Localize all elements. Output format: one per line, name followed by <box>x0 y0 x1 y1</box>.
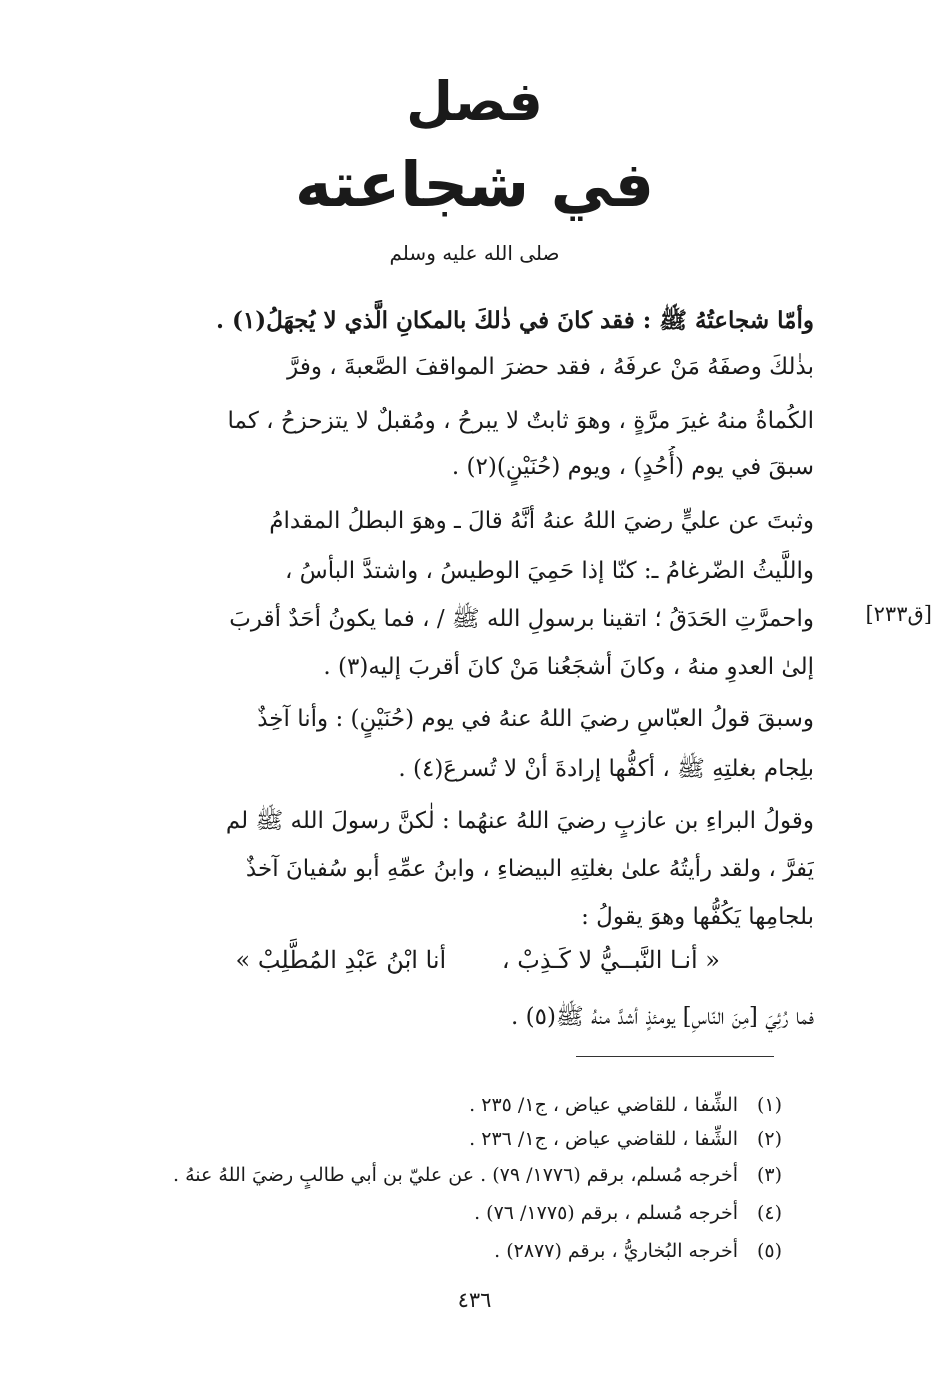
footnote-text: أخرجه مُسلم، برقم (١٧٧٦/ ٧٩) . عن عليّ بن أبي طالبٍ رضيَ اللهُ عنهُ . <box>173 1164 738 1186</box>
paragraph-line: سبقَ في يوم (أُحُدٍ) ، ويوم (حُنَيْنٍ)(٢) . <box>451 454 814 480</box>
paragraph-line: الكُماةُ منهُ غيرَ مرَّةٍ ، وهوَ ثابتٌ لا يبرحُ ، ومُقبلٌ لا يتزحزحُ ، كما <box>227 408 814 434</box>
footnote-separator <box>576 1056 774 1057</box>
paragraph-line: يَفرَّ ، ولقد رأيتُهُ علىٰ بغلتِهِ البيضاءِ ، وابنُ عمِّهِ أبو سُفيانَ آخذٌ <box>245 856 814 882</box>
footnote <box>110 1198 782 1228</box>
closing-text <box>118 996 814 1040</box>
footnote <box>110 1236 782 1266</box>
footnote-number: (٥) <box>756 1240 782 1262</box>
verse <box>200 938 720 982</box>
footnote <box>110 1090 782 1120</box>
main-text <box>118 300 814 940</box>
footnote-text: أخرجه مُسلم ، برقم (١٧٧٥/ ٧٦) . <box>474 1202 738 1224</box>
footnote-text: الشِّفا ، للقاضي عياض ، ج١/ ٢٣٦ . <box>469 1128 738 1150</box>
paragraph-line: فما رُئِيَ [مِنَ النّاسِ] يومئذٍ أشدَّ منهُ ﷺ(٥) . <box>511 1004 814 1030</box>
paragraph-line: وثبتَ عن عليٍّ رضيَ اللهُ عنهُ أنَّهُ قالَ ـ وهوَ البطلُ المقدامُ <box>269 508 814 534</box>
footnote-number: (٢) <box>756 1128 782 1150</box>
paragraph-line: واللَّيثُ الضّرغامُ ـ: كنّا إذا حَمِيَ الوطيسُ ، واشتدَّ البأسُ ، <box>284 558 814 584</box>
paragraph-line: إلىٰ العدوِ منهُ ، وكانَ أشجَعُنا مَنْ كانَ أقربَ إليه(٣) . <box>323 654 814 680</box>
manuscript-folio-marker: [ق٢٣٣] <box>865 602 932 626</box>
paragraph-line: وسبقَ قولُ العبّاسِ رضيَ اللهُ عنهُ في يوم (حُنَيْنٍ) : وأنا آخِذٌ <box>257 706 814 732</box>
verse-hemistich-left: أنا ابْنُ عَبْدِ المُطَّلِبْ » <box>235 946 447 974</box>
paragraph-line: وأمّا شجاعتُهُ ﷺ : فقد كانَ في ذٰلكَ بالمكانِ الَّذي لا يُجهَلُ(١) . <box>216 307 814 334</box>
paragraph-line: واحمرَّتِ الحَدَقُ ؛ اتقينا برسولِ الله ﷺ / ، فما يكونُ أحَدٌ أقربَ <box>229 606 814 632</box>
paragraph-line: وقولُ البراءِ بن عازبٍ رضيَ اللهُ عنهُما : لٰكنَّ رسولَ الله ﷺ لم <box>225 808 814 834</box>
honorific-line: صلى الله عليه وسلم <box>389 241 560 265</box>
chapter-subheading: في شجاعته <box>294 148 655 221</box>
paragraph-line: بلجامِها يَكُفُّها وهوَ يقولُ : <box>581 904 814 930</box>
footnote <box>110 1160 782 1190</box>
footnote-number: (٤) <box>756 1202 782 1224</box>
footnote-number: (٣) <box>756 1164 782 1186</box>
page-number: ٤٣٦ <box>457 1288 492 1312</box>
paragraph-line: بلِجام بغلتِهِ ﷺ ، أكفُّها إرادةَ أنْ لا تُسرعَ(٤) . <box>398 756 814 782</box>
footnote-text: أخرجه البُخاريُّ ، برقم (٢٨٧٧) . <box>494 1240 738 1262</box>
footnote-number: (١) <box>756 1094 782 1116</box>
paragraph-line: بذٰلكَ وصفَهُ مَنْ عرفَهُ ، فقد حضرَ المواقفَ الصَّعبةَ ، وفرَّ <box>287 354 814 380</box>
footnote <box>110 1124 782 1154</box>
chapter-heading: فصل <box>406 70 543 133</box>
footnote-text: الشِّفا ، للقاضي عياض ، ج١/ ٢٣٥ . <box>469 1094 738 1116</box>
verse-hemistich-right: « أنـا النَّبــيُّ لا كَـذِبْ ، <box>501 946 720 974</box>
